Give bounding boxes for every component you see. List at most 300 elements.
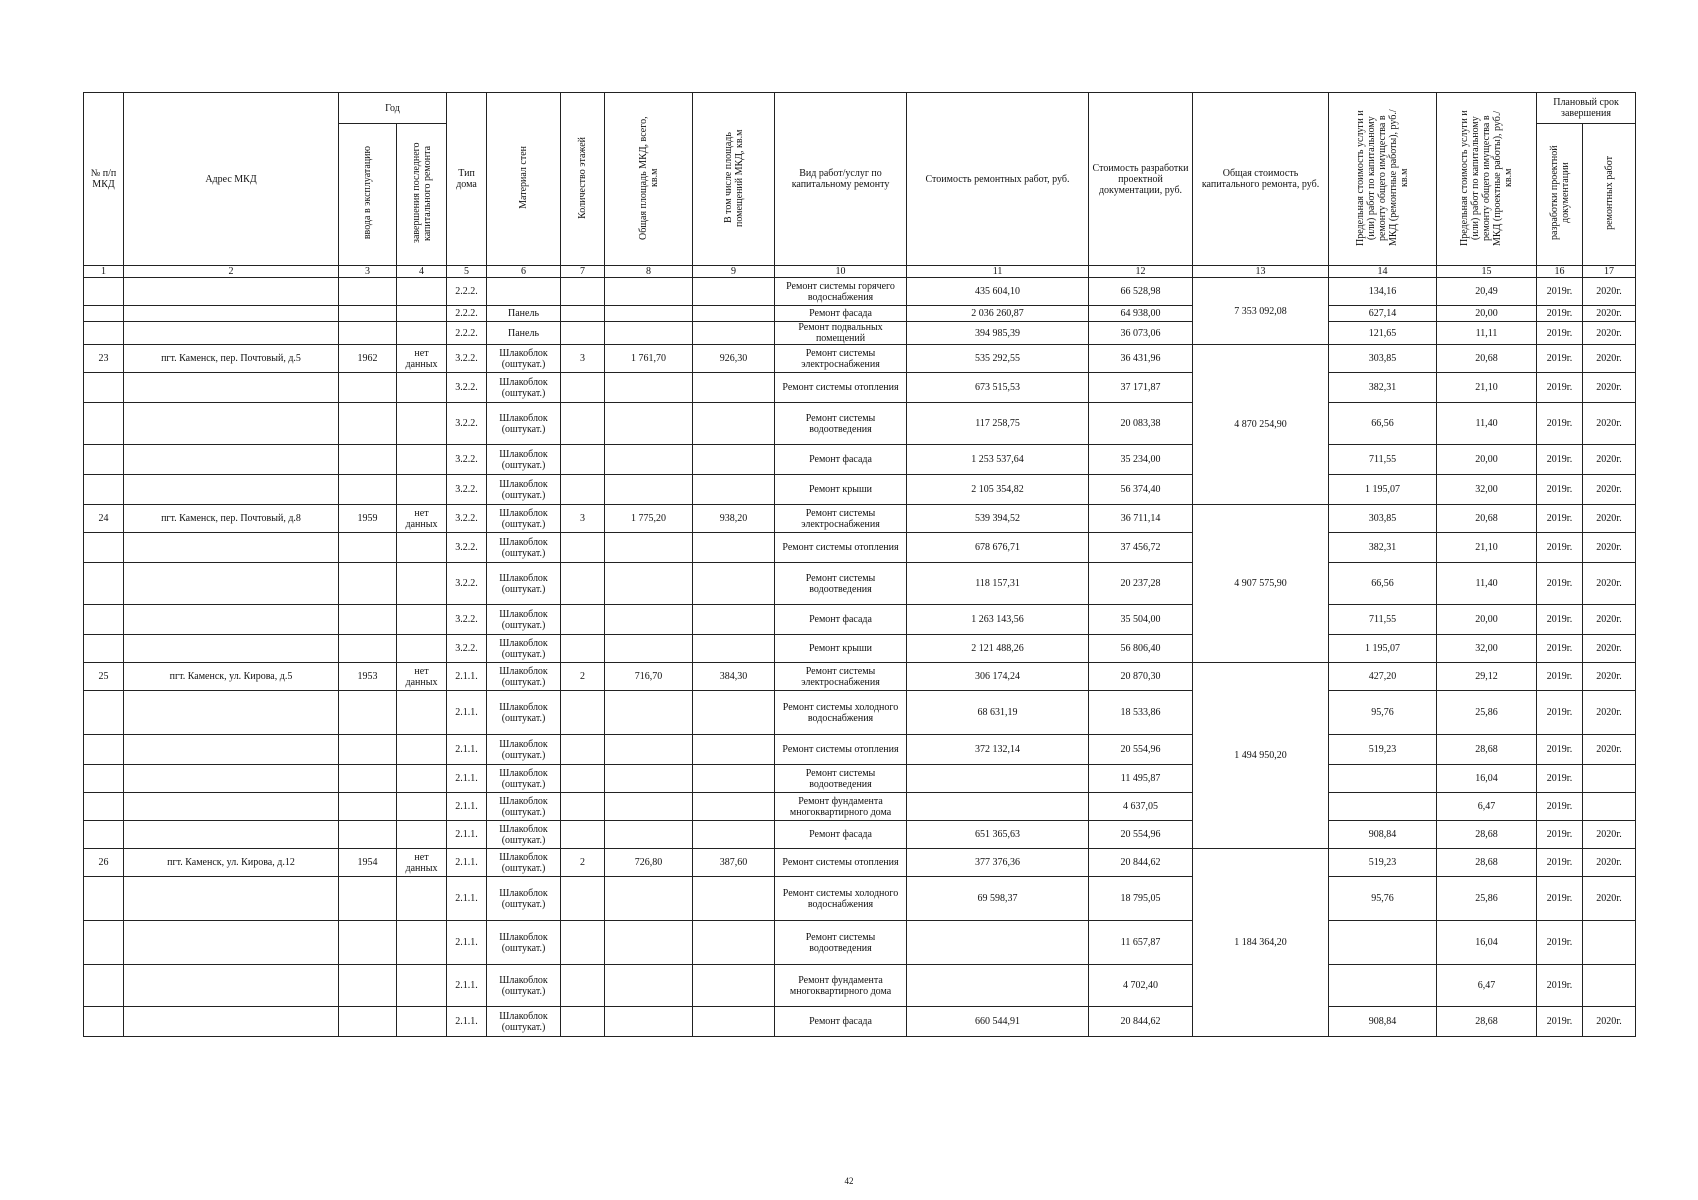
year-commission [339, 735, 397, 765]
design-cost: 56 806,40 [1089, 635, 1193, 663]
premises-area [693, 322, 775, 345]
premises-area [693, 445, 775, 475]
planned-design-year: 2019г. [1537, 605, 1583, 635]
planned-design-year: 2019г. [1537, 635, 1583, 663]
table-body [84, 278, 1636, 1037]
limit-design: 11,40 [1437, 563, 1537, 605]
premises-area: 926,30 [693, 345, 775, 373]
house-type: 3.2.2. [447, 563, 487, 605]
table-row [84, 563, 1636, 605]
year-last-repair [397, 322, 447, 345]
planned-design-year: 2019г. [1537, 403, 1583, 445]
table-row [84, 475, 1636, 505]
floors-count: 2 [561, 849, 605, 877]
year-last-repair [397, 533, 447, 563]
house-number [84, 921, 124, 965]
planned-repair-year [1583, 921, 1636, 965]
planned-repair-year: 2020г. [1583, 345, 1636, 373]
floors-count [561, 605, 605, 635]
planned-design-year: 2019г. [1537, 663, 1583, 691]
total-area [605, 306, 693, 322]
header-design-cost: Стоимость разработки проектной документации, руб. [1089, 93, 1193, 266]
total-area [605, 605, 693, 635]
column-number: 9 [693, 266, 775, 278]
year-last-repair [397, 735, 447, 765]
header-limit-repair-text: Предельная стоимость услуги и (или) работ по капитальному ремонту общего имущества в МКД (ремонтные работы), руб./кв.м [1355, 109, 1411, 246]
header-planned-design [1537, 124, 1583, 266]
work-type: Ремонт системы водоотведения [775, 563, 907, 605]
wall-material: Шлакоблок (оштукат.) [487, 345, 561, 373]
total-area [605, 278, 693, 306]
premises-area [693, 306, 775, 322]
header-year-last-repair [397, 124, 447, 266]
repair-cost: 2 036 260,87 [907, 306, 1089, 322]
work-type: Ремонт системы отопления [775, 735, 907, 765]
limit-repair: 303,85 [1329, 505, 1437, 533]
work-type: Ремонт фасада [775, 306, 907, 322]
limit-design: 25,86 [1437, 691, 1537, 735]
header-num: № п/п МКД [84, 93, 124, 266]
total-area [605, 403, 693, 445]
header-limit-design [1437, 93, 1537, 266]
limit-design: 20,68 [1437, 345, 1537, 373]
planned-repair-year: 2020г. [1583, 373, 1636, 403]
house-number [84, 691, 124, 735]
house-number [84, 635, 124, 663]
limit-repair: 627,14 [1329, 306, 1437, 322]
house-type: 2.2.2. [447, 322, 487, 345]
planned-repair-year [1583, 793, 1636, 821]
limit-repair: 134,16 [1329, 278, 1437, 306]
limit-repair [1329, 921, 1437, 965]
header-year-commission-text: ввода в эксплуатацию [362, 146, 373, 240]
house-address [124, 306, 339, 322]
floors-count [561, 278, 605, 306]
year-commission [339, 765, 397, 793]
header-wall-material [487, 93, 561, 266]
repair-cost: 1 263 143,56 [907, 605, 1089, 635]
planned-design-year: 2019г. [1537, 445, 1583, 475]
repair-cost [907, 921, 1089, 965]
year-last-repair [397, 765, 447, 793]
limit-design: 20,00 [1437, 306, 1537, 322]
repair-cost: 117 258,75 [907, 403, 1089, 445]
work-type: Ремонт фасада [775, 821, 907, 849]
premises-area: 938,20 [693, 505, 775, 533]
limit-repair: 427,20 [1329, 663, 1437, 691]
total-area [605, 691, 693, 735]
wall-material: Шлакоблок (оштукат.) [487, 877, 561, 921]
planned-repair-year: 2020г. [1583, 322, 1636, 345]
premises-area [693, 635, 775, 663]
floors-count [561, 821, 605, 849]
wall-material: Шлакоблок (оштукат.) [487, 821, 561, 849]
column-number: 13 [1193, 266, 1329, 278]
work-type: Ремонт системы электроснабжения [775, 505, 907, 533]
house-address: пгт. Каменск, пер. Почтовый, д.5 [124, 345, 339, 373]
table-row [84, 821, 1636, 849]
floors-count [561, 691, 605, 735]
limit-repair [1329, 793, 1437, 821]
table-row [84, 663, 1636, 691]
house-address [124, 373, 339, 403]
limit-repair: 66,56 [1329, 563, 1437, 605]
wall-material: Панель [487, 306, 561, 322]
planned-repair-year: 2020г. [1583, 691, 1636, 735]
column-numbers-row [84, 266, 1636, 278]
work-type: Ремонт системы холодного водоснабжения [775, 691, 907, 735]
table-row [84, 849, 1636, 877]
column-number: 16 [1537, 266, 1583, 278]
premises-area: 387,60 [693, 849, 775, 877]
premises-area [693, 533, 775, 563]
table-row [84, 691, 1636, 735]
design-cost: 36 431,96 [1089, 345, 1193, 373]
header-total-area-text: Общая площадь МКД, всего, кв.м [637, 115, 660, 240]
year-commission [339, 605, 397, 635]
floors-count: 2 [561, 663, 605, 691]
column-number: 1 [84, 266, 124, 278]
total-area: 716,70 [605, 663, 693, 691]
floors-count [561, 921, 605, 965]
planned-design-year: 2019г. [1537, 475, 1583, 505]
house-address [124, 403, 339, 445]
planned-design-year: 2019г. [1537, 921, 1583, 965]
wall-material [487, 278, 561, 306]
table-row [84, 921, 1636, 965]
house-number [84, 765, 124, 793]
header-wall-material-text: Материал стен [518, 146, 530, 209]
work-type: Ремонт крыши [775, 475, 907, 505]
limit-repair: 66,56 [1329, 403, 1437, 445]
wall-material: Шлакоблок (оштукат.) [487, 849, 561, 877]
wall-material: Шлакоблок (оштукат.) [487, 445, 561, 475]
total-area [605, 475, 693, 505]
premises-area [693, 765, 775, 793]
floors-count [561, 306, 605, 322]
limit-design: 6,47 [1437, 793, 1537, 821]
house-number [84, 877, 124, 921]
house-number: 26 [84, 849, 124, 877]
wall-material: Шлакоблок (оштукат.) [487, 1007, 561, 1037]
house-number: 25 [84, 663, 124, 691]
limit-repair: 711,55 [1329, 445, 1437, 475]
repair-cost: 1 253 537,64 [907, 445, 1089, 475]
design-cost: 18 533,86 [1089, 691, 1193, 735]
work-type: Ремонт системы горячего водоснабжения [775, 278, 907, 306]
repair-cost: 535 292,55 [907, 345, 1089, 373]
total-area [605, 1007, 693, 1037]
house-number [84, 821, 124, 849]
planned-repair-year: 2020г. [1583, 563, 1636, 605]
house-type: 2.1.1. [447, 849, 487, 877]
work-type: Ремонт системы холодного водоснабжения [775, 877, 907, 921]
limit-repair: 519,23 [1329, 849, 1437, 877]
wall-material: Шлакоблок (оштукат.) [487, 403, 561, 445]
limit-repair: 95,76 [1329, 691, 1437, 735]
year-commission [339, 965, 397, 1007]
limit-design: 28,68 [1437, 849, 1537, 877]
planned-design-year: 2019г. [1537, 735, 1583, 765]
house-type: 2.1.1. [447, 793, 487, 821]
planned-repair-year [1583, 965, 1636, 1007]
repair-cost: 539 394,52 [907, 505, 1089, 533]
table-row [84, 793, 1636, 821]
planned-repair-year: 2020г. [1583, 821, 1636, 849]
limit-design: 6,47 [1437, 965, 1537, 1007]
premises-area [693, 793, 775, 821]
capital-repair-table [83, 92, 1636, 1037]
year-commission: 1954 [339, 849, 397, 877]
floors-count [561, 735, 605, 765]
work-type: Ремонт фасада [775, 605, 907, 635]
work-type: Ремонт системы водоотведения [775, 921, 907, 965]
planned-repair-year: 2020г. [1583, 278, 1636, 306]
floors-count [561, 793, 605, 821]
house-address [124, 921, 339, 965]
limit-design: 28,68 [1437, 735, 1537, 765]
header-floors-text: Количество этажей [577, 136, 589, 219]
repair-cost: 678 676,71 [907, 533, 1089, 563]
house-number [84, 475, 124, 505]
column-number: 5 [447, 266, 487, 278]
year-last-repair [397, 563, 447, 605]
premises-area [693, 735, 775, 765]
work-type: Ремонт системы электроснабжения [775, 663, 907, 691]
year-last-repair [397, 605, 447, 635]
total-cost: 4 870 254,90 [1193, 345, 1329, 505]
table-header [84, 93, 1636, 278]
year-commission [339, 373, 397, 403]
year-last-repair: нет данных [397, 345, 447, 373]
house-type: 2.1.1. [447, 735, 487, 765]
planned-design-year: 2019г. [1537, 345, 1583, 373]
total-area [605, 635, 693, 663]
table-row [84, 533, 1636, 563]
year-last-repair: нет данных [397, 663, 447, 691]
work-type: Ремонт крыши [775, 635, 907, 663]
repair-cost: 2 105 354,82 [907, 475, 1089, 505]
total-area [605, 322, 693, 345]
repair-cost: 660 544,91 [907, 1007, 1089, 1037]
house-type: 2.2.2. [447, 306, 487, 322]
house-type: 3.2.2. [447, 345, 487, 373]
house-type: 3.2.2. [447, 533, 487, 563]
planned-design-year: 2019г. [1537, 821, 1583, 849]
premises-area [693, 278, 775, 306]
premises-area [693, 1007, 775, 1037]
wall-material: Шлакоблок (оштукат.) [487, 663, 561, 691]
premises-area [693, 921, 775, 965]
work-type: Ремонт системы отопления [775, 533, 907, 563]
wall-material: Шлакоблок (оштукат.) [487, 373, 561, 403]
year-last-repair: нет данных [397, 849, 447, 877]
house-address [124, 322, 339, 345]
table-row [84, 635, 1636, 663]
header-planned-design-text: разработки проектной документации [1548, 145, 1571, 241]
column-number: 7 [561, 266, 605, 278]
total-area [605, 921, 693, 965]
table-row [84, 605, 1636, 635]
year-commission: 1959 [339, 505, 397, 533]
floors-count [561, 965, 605, 1007]
header-repair-cost: Стоимость ремонтных работ, руб. [907, 93, 1089, 266]
limit-design: 29,12 [1437, 663, 1537, 691]
design-cost: 20 237,28 [1089, 563, 1193, 605]
design-cost: 20 554,96 [1089, 821, 1193, 849]
floors-count: 3 [561, 345, 605, 373]
year-commission [339, 793, 397, 821]
floors-count [561, 373, 605, 403]
planned-repair-year: 2020г. [1583, 505, 1636, 533]
planned-design-year: 2019г. [1537, 1007, 1583, 1037]
floors-count [561, 322, 605, 345]
house-number [84, 306, 124, 322]
planned-design-year: 2019г. [1537, 505, 1583, 533]
table-row [84, 505, 1636, 533]
planned-design-year: 2019г. [1537, 965, 1583, 1007]
planned-design-year: 2019г. [1537, 563, 1583, 605]
design-cost: 36 711,14 [1089, 505, 1193, 533]
total-area [605, 793, 693, 821]
year-last-repair [397, 373, 447, 403]
work-type: Ремонт системы водоотведения [775, 765, 907, 793]
year-last-repair [397, 403, 447, 445]
wall-material: Шлакоблок (оштукат.) [487, 563, 561, 605]
repair-cost [907, 965, 1089, 1007]
house-type: 2.1.1. [447, 965, 487, 1007]
table-row [84, 306, 1636, 322]
limit-design: 28,68 [1437, 821, 1537, 849]
planned-repair-year: 2020г. [1583, 635, 1636, 663]
house-type: 2.1.1. [447, 877, 487, 921]
year-last-repair [397, 877, 447, 921]
column-number: 12 [1089, 266, 1193, 278]
house-address [124, 735, 339, 765]
design-cost: 4 702,40 [1089, 965, 1193, 1007]
year-commission [339, 445, 397, 475]
table-row [84, 373, 1636, 403]
house-address [124, 821, 339, 849]
floors-count: 3 [561, 505, 605, 533]
repair-cost [907, 793, 1089, 821]
total-cost: 1 494 950,20 [1193, 663, 1329, 849]
limit-design: 16,04 [1437, 765, 1537, 793]
design-cost: 20 554,96 [1089, 735, 1193, 765]
limit-design: 32,00 [1437, 475, 1537, 505]
header-address: Адрес МКД [124, 93, 339, 266]
year-commission [339, 1007, 397, 1037]
premises-area [693, 403, 775, 445]
house-number [84, 793, 124, 821]
house-number [84, 445, 124, 475]
header-floors [561, 93, 605, 266]
year-last-repair [397, 965, 447, 1007]
limit-repair: 95,76 [1329, 877, 1437, 921]
planned-design-year: 2019г. [1537, 691, 1583, 735]
work-type: Ремонт системы электроснабжения [775, 345, 907, 373]
house-address [124, 691, 339, 735]
planned-repair-year: 2020г. [1583, 475, 1636, 505]
header-year: Год [339, 93, 447, 124]
total-area: 1 775,20 [605, 505, 693, 533]
repair-cost: 394 985,39 [907, 322, 1089, 345]
header-planned-repair-text: ремонтных работ [1603, 156, 1615, 230]
column-number: 3 [339, 266, 397, 278]
design-cost: 37 171,87 [1089, 373, 1193, 403]
design-cost: 20 083,38 [1089, 403, 1193, 445]
work-type: Ремонт фасада [775, 1007, 907, 1037]
floors-count [561, 635, 605, 663]
year-commission [339, 475, 397, 505]
total-cost: 1 184 364,20 [1193, 849, 1329, 1037]
house-type: 2.1.1. [447, 691, 487, 735]
limit-design: 20,68 [1437, 505, 1537, 533]
design-cost: 20 844,62 [1089, 849, 1193, 877]
house-address: пгт. Каменск, ул. Кирова, д.12 [124, 849, 339, 877]
total-area [605, 735, 693, 765]
design-cost: 64 938,00 [1089, 306, 1193, 322]
premises-area [693, 691, 775, 735]
header-planned-repair [1583, 124, 1636, 266]
design-cost: 37 456,72 [1089, 533, 1193, 563]
header-year-commission [339, 124, 397, 266]
total-area [605, 877, 693, 921]
year-commission [339, 877, 397, 921]
total-area [605, 821, 693, 849]
house-type: 3.2.2. [447, 505, 487, 533]
table-row [84, 345, 1636, 373]
design-cost: 4 637,05 [1089, 793, 1193, 821]
header-total-cost: Общая стоимость капитального ремонта, руб. [1193, 93, 1329, 266]
year-last-repair [397, 821, 447, 849]
work-type: Ремонт подвальных помещений [775, 322, 907, 345]
limit-design: 20,00 [1437, 605, 1537, 635]
house-address: пгт. Каменск, ул. Кирова, д.5 [124, 663, 339, 691]
year-commission [339, 403, 397, 445]
house-number [84, 373, 124, 403]
planned-repair-year: 2020г. [1583, 849, 1636, 877]
total-cost: 4 907 575,90 [1193, 505, 1329, 663]
house-address [124, 1007, 339, 1037]
year-commission [339, 691, 397, 735]
house-type: 2.1.1. [447, 821, 487, 849]
house-type: 3.2.2. [447, 605, 487, 635]
column-number: 15 [1437, 266, 1537, 278]
house-address [124, 563, 339, 605]
header-type: Тип дома [447, 93, 487, 266]
header-planned: Плановый срок завершения [1537, 93, 1636, 124]
wall-material: Шлакоблок (оштукат.) [487, 605, 561, 635]
header-limit-repair [1329, 93, 1437, 266]
house-address [124, 635, 339, 663]
house-number [84, 605, 124, 635]
year-commission [339, 635, 397, 663]
repair-cost: 673 515,53 [907, 373, 1089, 403]
limit-design: 20,00 [1437, 445, 1537, 475]
house-address [124, 445, 339, 475]
house-type: 3.2.2. [447, 635, 487, 663]
premises-area [693, 373, 775, 403]
premises-area [693, 605, 775, 635]
year-last-repair [397, 278, 447, 306]
house-number [84, 563, 124, 605]
total-area [605, 373, 693, 403]
floors-count [561, 403, 605, 445]
premises-area [693, 475, 775, 505]
year-last-repair [397, 475, 447, 505]
limit-design: 16,04 [1437, 921, 1537, 965]
